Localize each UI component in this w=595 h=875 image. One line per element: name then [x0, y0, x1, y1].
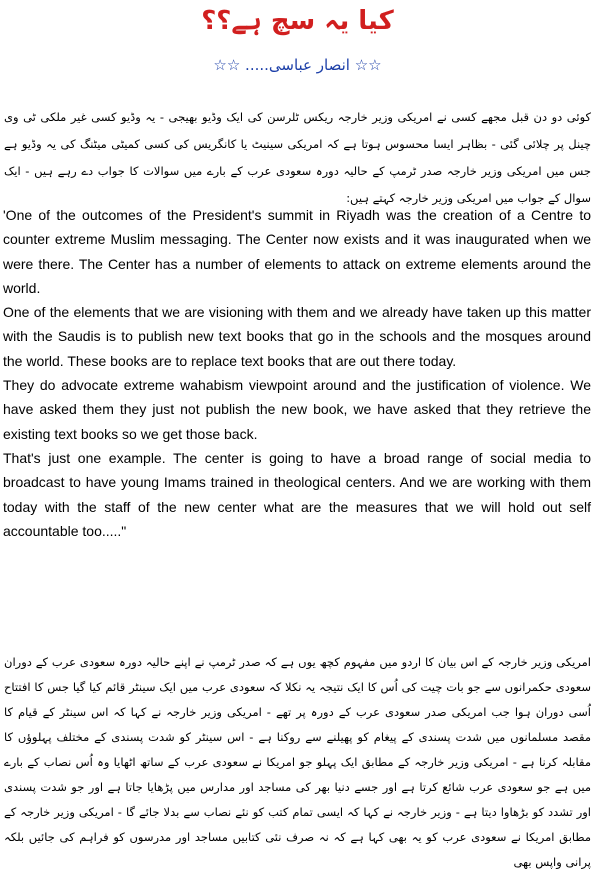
quote-paragraph: One of the elements that we are visioning with them and we already have taken up this matter with the Saudis is to publish new text books that go in the schools and the mosques around the world. These books are to replace text books that are out there today.: [3, 304, 591, 369]
author-byline: ☆☆ انصار عباسی..... ☆☆: [213, 56, 382, 74]
quote-paragraph: They do advocate extreme wahabism viewpoint around and the justification of violence. We have asked them they just not publish the new book, we have asked that they retrieve the existing text books so we get those back.: [3, 377, 591, 442]
intro-urdu-paragraph: کوئی دو دن قبل مجھے کسی نے امریکی وزیر خارجہ ریکس ٹلرسن کی ایک وڈیو بھیجی - یہ وڈیو کسی غیر ملکی ٹی وی چینل پر چلائی گئی - بظاہر ایسا محسوس ہوتا ہے کہ امریکی سینیٹ یا کانگریس کی کسی کمیٹی میٹنگ کی یہ وڈیو ہے جس میں امریکی وزیر خارجہ صدر ٹرمپ کے حالیہ دورہ سعودی عرب کے بارے میں سوالات کا جواب دے رہے ہیں - ایک سوال کے جواب میں امریکی وزیر خارجہ کہتے ہیں:: [4, 110, 591, 205]
closing-urdu-paragraph: امریکی وزیر خارجہ کے اس بیان کا اردو میں مفہوم کچھ یوں ہے کہ صدر ٹرمپ نے اپنے حالیہ دورہ سعودی عرب کے دوران سعودی حکمرانوں سے جو بات چیت کی اُس کا ایک نتیجہ یہ نکلا کہ سعودی عرب میں ایک سینٹر قائم کیا گیا جس کا افتتاح اُسی دوران ہوا جب امریکی صدر سعودی عرب کے دورہ پر تھے - امریکی وزیر خارجہ نے کہا کہ اس سینٹر کے قیام کا مقصد مسلمانوں میں شدت پسندی کے پیغام کو پھیلنے سے روکنا ہے - اس سینٹر کو شدت پسندی کے مختلف پہلوؤں کا مقابلہ کرنا ہے - امریکی وزیر خارجہ کے مطابق ایک پہلو جو امریکا نے سعودی عرب کے ساتھ اٹھایا وہ اُس نصاب کے بارے میں ہے جو سعودی عرب شائع کرتا ہے اور جسے دنیا بھر کی مساجد اور مدارس میں پڑھایا جاتا ہے اور جو شدت پسندی اور تشدد کو بڑھاوا دیتا ہے - وزیر خارجہ نے کہا کہ ایسی تمام کتب کو نئے نصاب سے بدلا جائے گا - امریکی وزیر خارجہ کے مطابق امریکا نے سعودی عرب کو یہ بھی کہا ہے کہ نہ صرف نئی کتابیں مساجد اور مدرسوں کو فراہم کی جائیں بلکہ پرانی واپس بھی: [4, 655, 591, 869]
quote-paragraph: 'One of the outcomes of the President's summit in Riyadh was the creation of a Centre to counter extreme Muslim messaging. The Center now exists and it was inaugurated when we were there. The Center has a number of elements to attack on extreme elements around the world.: [3, 207, 591, 296]
quote-paragraph: That's just one example. The center is going to have a broad range of social media to broadcast to have young Imams trained in theological centers. And we are working with them today with the staff of the new center what are the measures that we will hold out self accountable too.....": [3, 449, 591, 539]
article-title: کیا یہ سچ ہے؟؟: [201, 6, 394, 36]
english-quote: [3, 203, 591, 543]
